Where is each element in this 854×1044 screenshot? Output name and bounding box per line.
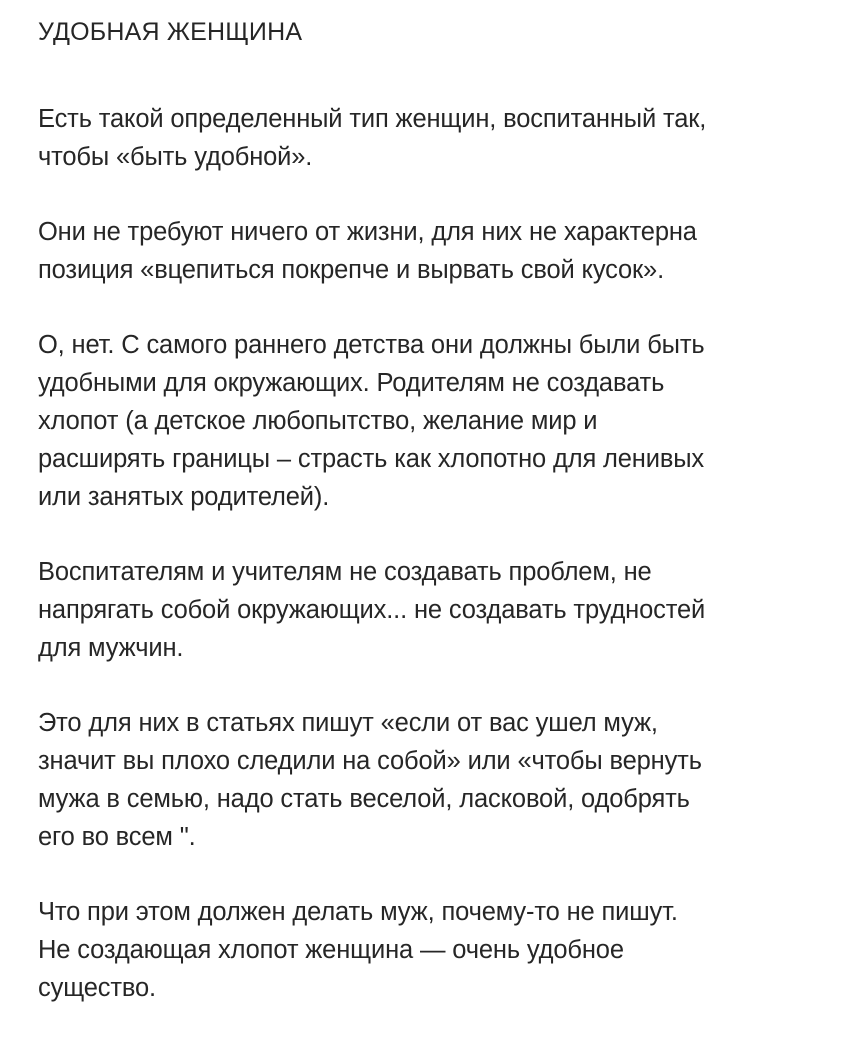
paragraph-4	[38, 553, 828, 667]
text-line: чтобы «быть удобной».	[38, 143, 313, 171]
text-line: Есть такой определенный тип женщин, воспитанный так,	[38, 105, 707, 133]
text-line: Они не требуют ничего от жизни, для них не характерна	[38, 218, 697, 246]
text-line: напрягать собой окружающих... не создавать трудностей	[38, 596, 706, 624]
paragraph-2	[38, 213, 828, 289]
text-line: удобными для окружающих. Родителям не создавать	[38, 369, 665, 397]
paragraph-5	[38, 704, 828, 856]
paragraph-3	[38, 326, 828, 516]
text-line: Это для них в статьях пишут «если от вас ушел муж,	[38, 709, 658, 737]
text-line: Что при этом должен делать муж, почему-то не пишут.	[38, 898, 678, 926]
text-line: О, нет. С самого раннего детства они должны были быть	[38, 331, 705, 359]
article	[38, 14, 828, 1044]
text-line: мужа в семью, надо стать веселой, ласковой, одобрять	[38, 785, 690, 813]
text-line: Воспитателям и учителям не создавать проблем, не	[38, 558, 652, 586]
text-line: для мужчин.	[38, 634, 184, 662]
text-line: существо.	[38, 974, 156, 1002]
article-title: УДОБНАЯ ЖЕНЩИНА	[38, 18, 303, 46]
text-line: или занятых родителей).	[38, 483, 330, 511]
text-line: его во всем ".	[38, 823, 196, 851]
text-line: расширять границы – страсть как хлопотно для ленивых	[38, 445, 704, 473]
paragraph-6	[38, 893, 828, 1007]
paragraph-1	[38, 100, 828, 176]
text-line: хлопот (а детское любопытство, желание мир и	[38, 407, 598, 435]
text-line: позиция «вцепиться покрепче и вырвать свой кусок».	[38, 256, 665, 284]
text-line: значит вы плохо следили на собой» или «чтобы вернуть	[38, 747, 702, 775]
text-line: Не создающая хлопот женщина — очень удобное	[38, 936, 624, 964]
